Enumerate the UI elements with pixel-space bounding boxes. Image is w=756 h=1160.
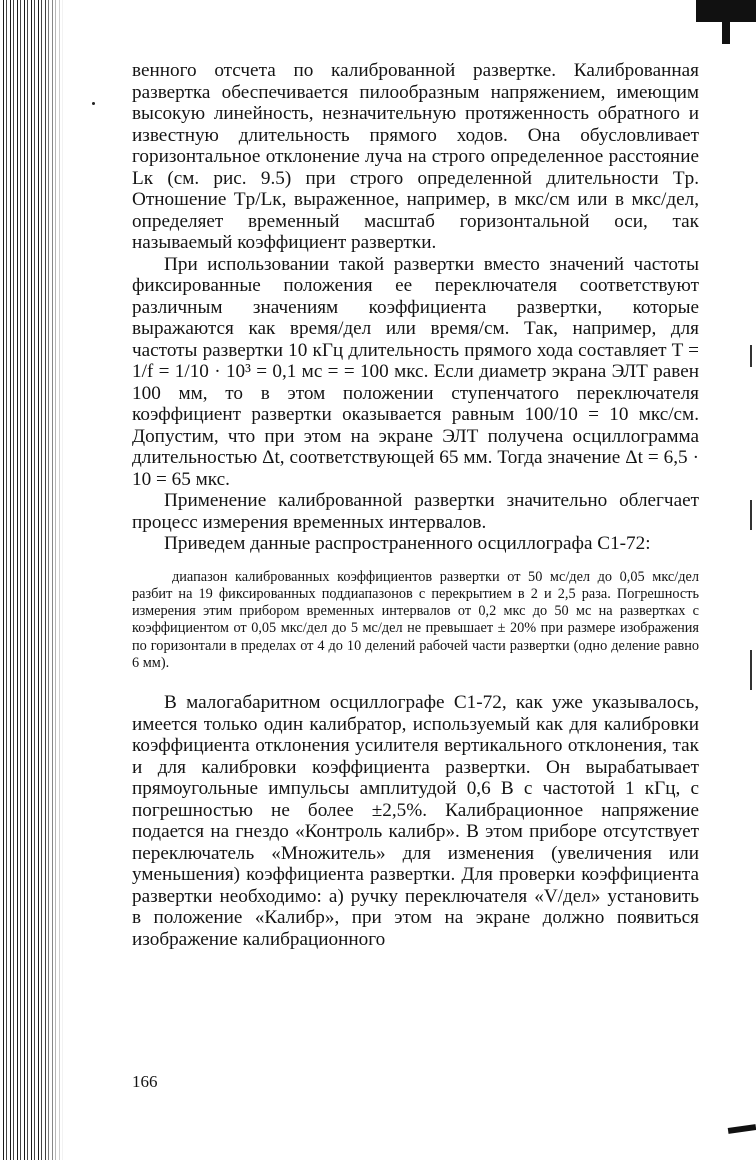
paragraph: Применение калиброванной развертки значительно облегчает процесс измерения временных интервалов. (132, 490, 699, 533)
paragraph: венного отсчета по калиброванной развертке. Калиброванная развертка обеспечивается пилообразным напряжением, имеющим высокую линейность, незначительную протяженность обратного и известную длительность прямого ходов. Она обусловливает горизонтальное отклонение луча на строго определенное расстояние Lк (см. рис. 9.5) при строго определенной длительности Tр. Отношение Tр/Lк, выраженное, например, в мкс/см или в мкс/дел, определяет временный масштаб горизонтальной оси, так называемый коэффициент развертки. (132, 60, 699, 253)
scan-edge-tab (722, 20, 730, 44)
page-number: 166 (132, 1072, 158, 1091)
paragraph: Приведем данные распространенного осциллографа С1-72: (164, 533, 651, 554)
margin-mark (750, 345, 752, 367)
specification-note: диапазон калиброванных коэффициентов развертки от 50 мс/дел до 0,05 мкс/дел разбит на 19 фиксированных поддиапазонов с перекрытием в 2 и 2,5 раза. Погрешность измерения этим прибором временных интервалов от 0,2 мкс до 50 мс на развертках с коэффициентом от 0,05 мкс/дел до 5 мс/дел не превышает ± 20% при размере изображения по горизонтали в пределах от 4 до 10 делений рабочей части развертки (одно деление равно 6 мм). (132, 568, 699, 671)
scan-edge-top-right (696, 0, 756, 22)
margin-mark (750, 500, 752, 530)
scan-speck (92, 102, 95, 105)
margin-mark (750, 650, 752, 690)
paragraph: В малогабаритном осциллографе С1-72, как уже указывалось, имеется только один калибратор, используемый как для калибровки коэффициента отклонения усилителя вертикального отклонения, так и для калибровки коэффициента развертки. Он вырабатывает прямоугольные импульсы амплитудой 0,6 В с частотой 1 кГц, с погрешностью не более ±2,5%. Калибрационное напряжение подается на гнездо «Контроль калибр». В этом приборе отсутствует переключатель «Множитель» для изменения (увеличения или уменьшения) коэффициента развертки. Для проверки коэффициента развертки необходимо: а) ручку переключателя «V/дел» установить в положение «Калибр», при этом на экране должно появиться изображение калибрационного (132, 692, 699, 950)
page-text-block (132, 60, 699, 950)
book-binding-shadow (0, 0, 64, 1160)
scan-edge-bottom-right (728, 1124, 756, 1134)
paragraph: При использовании такой развертки вместо значений частоты фиксированные положения ее переключателя соответствуют различным значениям коэффициента развертки, которые выражаются как время/дел или время/см. Так, например, для частоты развертки 10 кГц длительность прямого хода составляет T = 1/f = 1/10 · 10³ = 0,1 мс = = 100 мкс. Если диаметр экрана ЭЛТ равен 100 мм, то в этом положении ступенчатого переключателя коэффициент развертки оказывается равным 100/10 = 10 мкс/см. Допустим, что при этом на экране ЭЛТ получена осциллограмма длительностью Δt, соответствующей 65 мм. Тогда значение Δt = 6,5 · 10 = 65 мкс. (132, 253, 699, 490)
